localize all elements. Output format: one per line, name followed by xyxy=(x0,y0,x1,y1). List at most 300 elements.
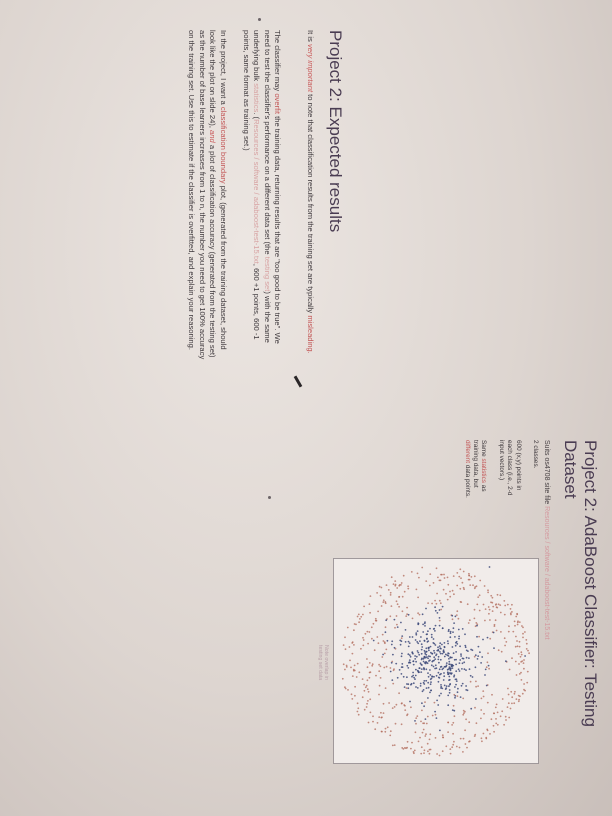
class-b-point xyxy=(449,748,451,750)
class-a-point xyxy=(419,640,421,642)
class-a-point xyxy=(402,666,404,668)
class-a-point xyxy=(429,669,431,671)
class-b-point xyxy=(367,679,369,681)
class-a-point xyxy=(465,685,467,687)
class-a-point xyxy=(446,664,448,666)
class-a-point xyxy=(417,650,419,652)
class-b-point xyxy=(451,724,453,726)
class-b-point xyxy=(489,638,491,640)
class-a-point xyxy=(415,686,417,688)
class-b-point xyxy=(385,728,387,730)
class-b-point xyxy=(357,707,359,709)
class-a-point xyxy=(423,680,425,682)
class-b-point xyxy=(371,665,373,667)
class-a-point xyxy=(434,658,436,660)
class-b-point xyxy=(376,620,378,622)
class-b-point xyxy=(436,593,438,595)
class-a-point xyxy=(481,656,483,658)
class-a-point xyxy=(455,664,457,666)
class-a-point xyxy=(434,606,436,608)
class-b-point xyxy=(407,588,409,590)
class-b-point xyxy=(401,703,403,705)
class-b-point xyxy=(410,706,412,708)
class-a-point xyxy=(400,644,402,646)
class-b-point xyxy=(401,723,403,725)
class-a-point xyxy=(422,624,424,626)
class-b-point xyxy=(358,621,360,623)
class-b-point xyxy=(485,608,487,610)
class-b-point xyxy=(501,710,503,712)
class-a-point xyxy=(400,622,402,624)
class-a-point xyxy=(456,680,458,682)
class-b-point xyxy=(374,649,376,651)
class-a-point xyxy=(433,628,435,630)
class-b-point xyxy=(436,603,438,605)
class-b-point xyxy=(435,714,437,716)
class-b-point xyxy=(387,726,389,728)
class-a-point xyxy=(524,655,526,657)
class-a-point xyxy=(426,638,428,640)
class-b-point xyxy=(523,668,525,670)
class-b-point xyxy=(477,596,479,598)
class-b-point xyxy=(443,574,445,576)
class-a-point xyxy=(391,662,393,664)
class-b-point xyxy=(349,660,351,662)
class-b-point xyxy=(528,652,530,654)
class-b-point xyxy=(432,715,434,717)
class-a-point xyxy=(420,664,422,666)
class-a-point xyxy=(458,638,460,640)
class-b-point xyxy=(404,591,406,593)
class-b-point xyxy=(440,602,442,604)
class-a-point xyxy=(401,640,403,642)
class-a-point xyxy=(465,646,467,648)
class-b-point xyxy=(445,593,447,595)
class-b-point xyxy=(508,702,510,704)
class-b-point xyxy=(358,614,360,616)
class-a-point xyxy=(408,646,410,648)
class-a-point xyxy=(449,636,451,638)
class-b-point xyxy=(421,710,423,712)
class-b-point xyxy=(347,689,349,691)
class-b-point xyxy=(360,648,362,650)
class-b-point xyxy=(415,717,417,719)
class-b-point xyxy=(418,577,420,579)
class-b-point xyxy=(471,576,473,578)
class-a-point xyxy=(409,659,411,661)
class-b-point xyxy=(453,741,455,743)
class-a-point xyxy=(424,662,426,664)
class-a-point xyxy=(423,705,425,707)
class-b-point xyxy=(464,711,466,713)
class-b-point xyxy=(422,722,424,724)
class-a-point xyxy=(410,656,412,658)
class-a-point xyxy=(452,631,454,633)
class-b-point xyxy=(420,753,422,755)
class-b-point xyxy=(353,629,355,631)
class-b-point xyxy=(498,603,500,605)
class-a-point xyxy=(460,696,462,698)
class-b-point xyxy=(407,741,409,743)
class-a-point xyxy=(457,691,459,693)
class-b-point xyxy=(460,601,462,603)
class-a-point xyxy=(434,630,436,632)
class-a-point xyxy=(433,666,435,668)
class-b-point xyxy=(357,711,359,713)
class-a-point xyxy=(447,643,449,645)
class-b-point xyxy=(523,662,525,664)
class-b-point xyxy=(389,615,391,617)
class-b-point xyxy=(363,606,365,608)
class-a-point xyxy=(482,639,484,641)
class-b-point xyxy=(509,669,511,671)
class-b-point xyxy=(386,584,388,586)
class-b-point xyxy=(487,652,489,654)
class-a-point xyxy=(505,660,507,662)
class-a-point xyxy=(413,682,415,684)
class-b-point xyxy=(429,753,431,755)
class-b-point xyxy=(518,699,520,701)
class-b-point xyxy=(434,600,436,602)
class-b-point xyxy=(488,613,490,615)
class-b-point xyxy=(442,734,444,736)
class-a-point xyxy=(428,650,430,652)
class-b-point xyxy=(431,603,433,605)
class-b-point xyxy=(457,695,459,697)
class-b-point xyxy=(380,677,382,679)
class-b-point xyxy=(492,606,494,608)
class-b-point xyxy=(439,600,441,602)
class-b-point xyxy=(422,732,424,734)
class-b-point xyxy=(442,750,444,752)
class-b-point xyxy=(520,661,522,663)
class-b-point xyxy=(366,685,368,687)
class-a-point xyxy=(401,663,403,665)
class-b-point xyxy=(519,646,521,648)
class-b-point xyxy=(481,740,483,742)
class-b-point xyxy=(504,637,506,639)
class-b-point xyxy=(475,681,477,683)
class-b-point xyxy=(454,715,456,717)
class-a-point xyxy=(439,668,441,670)
class-b-point xyxy=(516,698,518,700)
class-b-point xyxy=(463,571,465,573)
class-b-point xyxy=(452,618,454,620)
class-b-point xyxy=(382,601,384,603)
class-b-point xyxy=(479,610,481,612)
class-a-point xyxy=(437,659,439,661)
class-a-point xyxy=(489,566,491,568)
class-a-point xyxy=(417,687,419,689)
class-a-point xyxy=(455,670,457,672)
class-b-point xyxy=(500,715,502,717)
class-b-point xyxy=(390,730,392,732)
class-a-point xyxy=(435,644,437,646)
class-a-point xyxy=(429,656,431,658)
class-b-point xyxy=(381,605,383,607)
class-a-point xyxy=(442,627,444,629)
overfit-paragraph: The classifier may overfit the training data, returning results that are "too good to be true". We need to test the classifier's performance on a different data set (the testing set) with the same underlying bulk statistics. (Resources / software / adaboost-test-15.txt, 600 +1 points, 600 -1 points, same format as training set.) xyxy=(241,30,283,344)
class-b-point xyxy=(363,639,365,641)
class-b-point xyxy=(424,735,426,737)
class-b-point xyxy=(435,737,437,739)
class-a-point xyxy=(427,657,429,659)
class-a-point xyxy=(408,614,410,616)
slide-body xyxy=(289,440,539,770)
class-b-point xyxy=(442,736,444,738)
class-b-point xyxy=(489,619,491,621)
class-b-point xyxy=(359,618,361,620)
class-b-point xyxy=(456,572,458,574)
class-b-point xyxy=(349,646,351,648)
class-a-point xyxy=(444,656,446,658)
class-a-point xyxy=(405,641,407,643)
class-a-point xyxy=(385,631,387,633)
class-b-point xyxy=(398,606,400,608)
class-a-point xyxy=(418,654,420,656)
class-b-point xyxy=(362,645,364,647)
class-b-point xyxy=(469,579,471,581)
class-b-point xyxy=(515,661,517,663)
class-a-point xyxy=(450,672,452,674)
class-b-point xyxy=(519,641,521,643)
class-b-point xyxy=(449,591,451,593)
class-b-point xyxy=(456,614,458,616)
class-b-point xyxy=(518,700,520,702)
class-b-point xyxy=(375,675,377,677)
class-b-point xyxy=(511,604,513,606)
class-b-point xyxy=(459,747,461,749)
class-b-point xyxy=(401,637,403,639)
class-b-point xyxy=(453,575,455,577)
class-b-point xyxy=(505,716,507,718)
class-b-point xyxy=(427,716,429,718)
class-a-point xyxy=(391,679,393,681)
class-b-point xyxy=(474,587,476,589)
class-a-point xyxy=(437,612,439,614)
class-b-point xyxy=(369,631,371,633)
class-a-point xyxy=(413,677,415,679)
class-b-point xyxy=(462,751,464,753)
class-a-point xyxy=(406,676,408,678)
class-b-point xyxy=(406,747,408,749)
class-a-point xyxy=(409,636,411,638)
class-a-point xyxy=(411,676,413,678)
class-b-point xyxy=(362,614,364,616)
class-b-point xyxy=(456,585,458,587)
class-b-point xyxy=(496,704,498,706)
class-b-point xyxy=(483,733,485,735)
class-b-point xyxy=(427,743,429,745)
class-b-point xyxy=(344,636,346,638)
class-b-point xyxy=(517,624,519,626)
class-a-point xyxy=(387,640,389,642)
class-b-point xyxy=(490,601,492,603)
class-b-point xyxy=(507,688,509,690)
class-a-point xyxy=(441,644,443,646)
class-b-point xyxy=(378,664,380,666)
class-b-point xyxy=(386,666,388,668)
class-a-point xyxy=(409,701,411,703)
class-b-point xyxy=(474,734,476,736)
class-b-point xyxy=(357,616,359,618)
class-a-point xyxy=(455,645,457,647)
class-b-point xyxy=(511,657,513,659)
class-b-point xyxy=(430,749,432,751)
class-a-point xyxy=(426,687,428,689)
class-a-point xyxy=(458,636,460,638)
class-a-point xyxy=(424,653,426,655)
class-b-point xyxy=(462,698,464,700)
class-a-point xyxy=(424,640,426,642)
class-b-point xyxy=(354,665,356,667)
class-a-point xyxy=(409,642,411,644)
class-b-point xyxy=(452,744,454,746)
class-b-point xyxy=(357,702,359,704)
class-b-point xyxy=(519,695,521,697)
class-b-point xyxy=(520,651,522,653)
class-b-point xyxy=(362,637,364,639)
class-b-point xyxy=(526,643,528,645)
class-b-point xyxy=(396,600,398,602)
class-a-point xyxy=(454,686,456,688)
class-b-point xyxy=(354,623,356,625)
class-a-point xyxy=(438,677,440,679)
class-b-point xyxy=(377,611,379,613)
class-a-point xyxy=(448,653,450,655)
class-b-point xyxy=(390,592,392,594)
class-b-point xyxy=(522,627,524,629)
class-a-point xyxy=(406,683,408,685)
class-b-point xyxy=(384,601,386,603)
class-b-point xyxy=(484,585,486,587)
class-b-point xyxy=(520,656,522,658)
class-b-point xyxy=(369,603,371,605)
class-b-point xyxy=(350,667,352,669)
class-b-point xyxy=(380,595,382,597)
class-a-point xyxy=(435,625,437,627)
class-a-point xyxy=(448,676,450,678)
class-b-point xyxy=(345,648,347,650)
class-b-point xyxy=(439,755,441,757)
class-b-point xyxy=(527,650,529,652)
class-a-point xyxy=(446,662,448,664)
class-a-point xyxy=(476,625,478,627)
class-a-point xyxy=(391,644,393,646)
class-b-point xyxy=(394,580,396,582)
class-b-point xyxy=(383,667,385,669)
class-b-point xyxy=(421,746,423,748)
class-a-point xyxy=(486,685,488,687)
class-a-point xyxy=(414,720,416,722)
class-a-point xyxy=(401,653,403,655)
class-b-point xyxy=(354,670,356,672)
class-b-point xyxy=(447,584,449,586)
class-b-point xyxy=(373,623,375,625)
class-a-point xyxy=(441,669,443,671)
class-a-point xyxy=(405,629,407,631)
class-b-point xyxy=(521,679,523,681)
class-b-point xyxy=(495,718,497,720)
class-b-point xyxy=(468,721,470,723)
class-b-point xyxy=(466,747,468,749)
class-b-point xyxy=(351,698,353,700)
class-a-point xyxy=(449,656,451,658)
class-a-point xyxy=(414,655,416,657)
class-a-point xyxy=(459,670,461,672)
class-b-point xyxy=(452,733,454,735)
class-b-point xyxy=(440,574,442,576)
class-b-point xyxy=(522,693,524,695)
class-a-point xyxy=(439,695,441,697)
class-b-point xyxy=(458,576,460,578)
class-a-point xyxy=(452,646,454,648)
class-b-point xyxy=(487,661,489,663)
class-b-point xyxy=(445,745,447,747)
class-b-point xyxy=(391,605,393,607)
class-a-point xyxy=(430,690,432,692)
class-a-point xyxy=(424,651,426,653)
class-b-point xyxy=(376,636,378,638)
class-a-point xyxy=(448,673,450,675)
class-b-point xyxy=(353,644,355,646)
class-a-point xyxy=(462,658,464,660)
class-a-point xyxy=(420,636,422,638)
class-b-point xyxy=(484,620,486,622)
class-a-point xyxy=(435,664,437,666)
class-a-point xyxy=(427,662,429,664)
class-a-point xyxy=(401,655,403,657)
class-b-point xyxy=(458,618,460,620)
scatter-plot xyxy=(333,558,539,764)
class-b-point xyxy=(436,567,438,569)
class-a-point xyxy=(403,676,405,678)
class-a-point xyxy=(421,702,423,704)
class-b-point xyxy=(449,596,451,598)
class-b-point xyxy=(477,685,479,687)
class-b-point xyxy=(514,691,516,693)
class-a-point xyxy=(462,662,464,664)
class-b-point xyxy=(418,741,420,743)
class-b-point xyxy=(483,604,485,606)
class-b-point xyxy=(368,691,370,693)
class-a-point xyxy=(428,676,430,678)
class-a-point xyxy=(459,659,461,661)
class-b-point xyxy=(384,653,386,655)
class-a-point xyxy=(395,663,397,665)
class-b-point xyxy=(505,641,507,643)
class-a-point xyxy=(421,668,423,670)
class-a-point xyxy=(472,676,474,678)
class-a-point xyxy=(449,689,451,691)
class-a-point xyxy=(406,665,408,667)
class-b-point xyxy=(427,602,429,604)
class-a-point xyxy=(438,650,440,652)
dataset-notes xyxy=(453,440,539,498)
class-a-point xyxy=(423,669,425,671)
class-a-point xyxy=(438,662,440,664)
class-a-point xyxy=(420,685,422,687)
class-b-point xyxy=(388,589,390,591)
note-classes: 2 classes. xyxy=(532,440,539,469)
class-a-point xyxy=(423,661,425,663)
class-a-point xyxy=(438,681,440,683)
class-a-point xyxy=(450,632,452,634)
class-b-point xyxy=(396,587,398,589)
class-b-point xyxy=(416,589,418,591)
class-a-point xyxy=(433,643,435,645)
class-b-point xyxy=(394,744,396,746)
